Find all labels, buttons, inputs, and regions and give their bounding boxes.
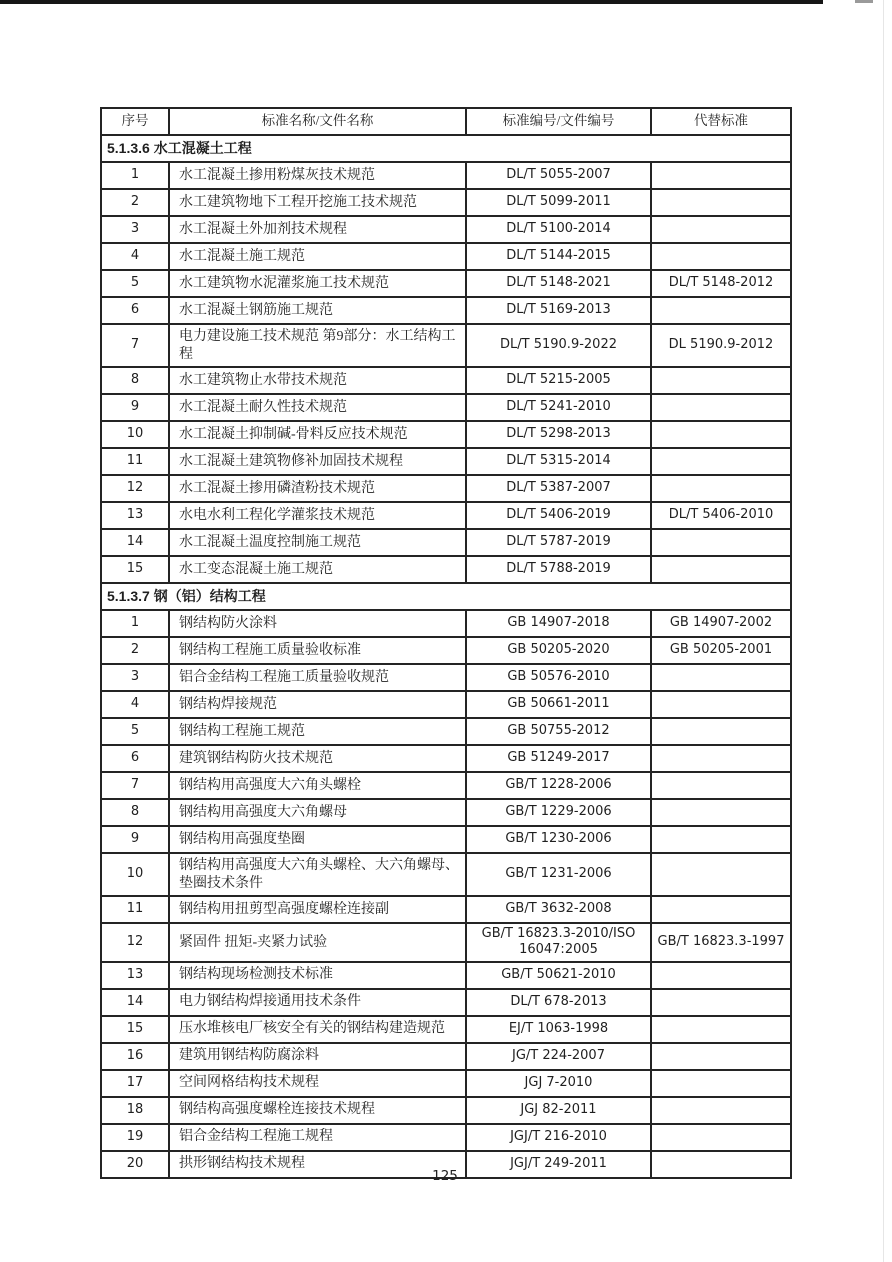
header-replaces: 代替标准 [651,108,791,135]
cell-code: DL/T 5144-2015 [466,243,651,270]
cell-no: 13 [101,502,169,529]
cell-code: DL/T 5169-2013 [466,297,651,324]
scan-edge-top-mark [855,0,873,3]
cell-replaces: GB/T 16823.3-1997 [651,923,791,962]
cell-replaces [651,162,791,189]
standard-row [101,216,791,243]
cell-code: DL/T 5100-2014 [466,216,651,243]
cell-replaces [651,421,791,448]
standard-row [101,718,791,745]
cell-replaces [651,1097,791,1124]
cell-replaces [651,962,791,989]
cell-replaces [651,243,791,270]
standard-row [101,394,791,421]
cell-code: GB 50661-2011 [466,691,651,718]
cell-no: 1 [101,162,169,189]
standard-row [101,610,791,637]
cell-replaces [651,394,791,421]
cell-replaces [651,853,791,896]
standard-row [101,1124,791,1151]
cell-code: EJ/T 1063-1998 [466,1016,651,1043]
header-code: 标准编号/文件编号 [466,108,651,135]
cell-no: 12 [101,475,169,502]
standard-row [101,189,791,216]
cell-no: 17 [101,1070,169,1097]
cell-no: 3 [101,216,169,243]
standard-row [101,502,791,529]
header-no: 序号 [101,108,169,135]
cell-name: 水工建筑物止水带技术规范 [169,367,466,394]
cell-code: GB 50205-2020 [466,637,651,664]
header-name: 标准名称/文件名称 [169,108,466,135]
cell-replaces [651,1043,791,1070]
cell-no: 15 [101,1016,169,1043]
cell-name: 水工混凝土掺用粉煤灰技术规范 [169,162,466,189]
cell-name: 水工混凝土建筑物修补加固技术规程 [169,448,466,475]
cell-code: GB/T 16823.3-2010/ISO 16047:2005 [466,923,651,962]
cell-code: GB 50755-2012 [466,718,651,745]
cell-name: 钢结构工程施工质量验收标准 [169,637,466,664]
cell-no: 11 [101,896,169,923]
cell-replaces [651,691,791,718]
cell-name: 空间网格结构技术规程 [169,1070,466,1097]
cell-code: DL/T 5788-2019 [466,556,651,583]
standard-row [101,1043,791,1070]
cell-name: 钢结构用高强度大六角头螺栓、大六角螺母、垫圈技术条件 [169,853,466,896]
cell-replaces [651,529,791,556]
standard-row [101,367,791,394]
standard-row [101,664,791,691]
cell-no: 16 [101,1043,169,1070]
cell-name: 水工建筑物水泥灌浆施工技术规范 [169,270,466,297]
cell-name: 铝合金结构工程施工规程 [169,1124,466,1151]
cell-replaces [651,664,791,691]
cell-name: 拱形钢结构技术规程 [169,1151,466,1178]
cell-code: GB/T 1228-2006 [466,772,651,799]
standard-row [101,297,791,324]
cell-name: 压水堆核电厂核安全有关的钢结构建造规范 [169,1016,466,1043]
cell-code: GB 14907-2018 [466,610,651,637]
cell-no: 2 [101,637,169,664]
cell-no: 7 [101,324,169,367]
cell-code: GB 51249-2017 [466,745,651,772]
scan-edge-top-bar [0,0,823,4]
standard-row [101,691,791,718]
cell-name: 紧固件 扭矩-夹紧力试验 [169,923,466,962]
cell-name: 钢结构焊接规范 [169,691,466,718]
cell-replaces [651,189,791,216]
cell-replaces [651,772,791,799]
cell-code: GB/T 1231-2006 [466,853,651,896]
cell-code: DL/T 5241-2010 [466,394,651,421]
cell-no: 14 [101,989,169,1016]
cell-name: 钢结构工程施工规范 [169,718,466,745]
cell-replaces [651,297,791,324]
section-title: 5.1.3.7 钢（铝）结构工程 [101,583,791,610]
cell-no: 12 [101,923,169,962]
cell-name: 水工混凝土温度控制施工规范 [169,529,466,556]
cell-code: JGJ 7-2010 [466,1070,651,1097]
cell-replaces [651,448,791,475]
standard-row [101,1070,791,1097]
cell-name: 水工混凝土外加剂技术规程 [169,216,466,243]
cell-code: DL/T 5315-2014 [466,448,651,475]
cell-no: 2 [101,189,169,216]
cell-name: 钢结构防火涂料 [169,610,466,637]
scan-edge-right-line [883,0,884,1262]
standard-row [101,421,791,448]
cell-no: 6 [101,297,169,324]
cell-name: 钢结构用扭剪型高强度螺栓连接副 [169,896,466,923]
standard-row [101,989,791,1016]
cell-replaces [651,989,791,1016]
cell-replaces [651,745,791,772]
cell-name: 水工混凝土掺用磷渣粉技术规范 [169,475,466,502]
cell-name: 建筑钢结构防火技术规范 [169,745,466,772]
standard-row [101,475,791,502]
cell-replaces: DL/T 5148-2012 [651,270,791,297]
cell-code: DL/T 5298-2013 [466,421,651,448]
cell-no: 1 [101,610,169,637]
cell-name: 铝合金结构工程施工质量验收规范 [169,664,466,691]
cell-code: DL/T 5787-2019 [466,529,651,556]
standard-row [101,556,791,583]
section-header-row [101,583,791,610]
cell-name: 水工混凝土钢筋施工规范 [169,297,466,324]
cell-no: 11 [101,448,169,475]
cell-code: GB/T 50621-2010 [466,962,651,989]
cell-no: 14 [101,529,169,556]
standard-row [101,243,791,270]
cell-name: 水工混凝土施工规范 [169,243,466,270]
standard-row [101,324,791,367]
cell-name: 钢结构高强度螺栓连接技术规程 [169,1097,466,1124]
cell-name: 电力钢结构焊接通用技术条件 [169,989,466,1016]
cell-code: DL/T 5190.9-2022 [466,324,651,367]
standards-table-body [101,135,791,1178]
cell-replaces [651,1070,791,1097]
cell-no: 4 [101,243,169,270]
cell-no: 15 [101,556,169,583]
cell-replaces [651,896,791,923]
cell-replaces: DL/T 5406-2010 [651,502,791,529]
cell-no: 18 [101,1097,169,1124]
cell-name: 水工建筑物地下工程开挖施工技术规范 [169,189,466,216]
cell-name: 水工混凝土抑制碱-骨料反应技术规范 [169,421,466,448]
cell-name: 水工混凝土耐久性技术规范 [169,394,466,421]
cell-code: DL/T 5406-2019 [466,502,651,529]
cell-no: 8 [101,799,169,826]
cell-replaces [651,556,791,583]
cell-name: 钢结构现场检测技术标准 [169,962,466,989]
cell-no: 5 [101,270,169,297]
cell-name: 钢结构用高强度垫圈 [169,826,466,853]
cell-no: 7 [101,772,169,799]
cell-no: 19 [101,1124,169,1151]
cell-replaces [651,718,791,745]
cell-code: JG/T 224-2007 [466,1043,651,1070]
cell-replaces [651,216,791,243]
cell-replaces: GB 14907-2002 [651,610,791,637]
standards-table [100,107,792,1179]
standard-row [101,799,791,826]
cell-code: JGJ 82-2011 [466,1097,651,1124]
cell-no: 5 [101,718,169,745]
cell-replaces [651,826,791,853]
cell-code: DL/T 5215-2005 [466,367,651,394]
cell-name: 电力建设施工技术规范 第9部分：水工结构工程 [169,324,466,367]
cell-no: 9 [101,394,169,421]
cell-code: JGJ/T 249-2011 [466,1151,651,1178]
page-number: 125 [432,1168,458,1184]
cell-code: DL/T 5148-2021 [466,270,651,297]
cell-name: 建筑用钢结构防腐涂料 [169,1043,466,1070]
cell-replaces [651,475,791,502]
standard-row [101,896,791,923]
cell-no: 3 [101,664,169,691]
cell-replaces: DL 5190.9-2012 [651,324,791,367]
cell-replaces: GB 50205-2001 [651,637,791,664]
standard-row [101,923,791,962]
section-header-row [101,135,791,162]
cell-no: 6 [101,745,169,772]
cell-code: GB/T 3632-2008 [466,896,651,923]
cell-code: DL/T 5099-2011 [466,189,651,216]
section-title: 5.1.3.6 水工混凝土工程 [101,135,791,162]
standard-row [101,1016,791,1043]
standard-row [101,962,791,989]
standard-row [101,772,791,799]
cell-code: GB/T 1230-2006 [466,826,651,853]
standard-row [101,637,791,664]
standard-row [101,1097,791,1124]
standard-row [101,529,791,556]
cell-name: 水电水利工程化学灌浆技术规范 [169,502,466,529]
cell-replaces [651,367,791,394]
standard-row [101,853,791,896]
cell-replaces [651,799,791,826]
cell-code: DL/T 5055-2007 [466,162,651,189]
cell-code: GB/T 1229-2006 [466,799,651,826]
standard-row [101,270,791,297]
cell-replaces [651,1016,791,1043]
cell-no: 8 [101,367,169,394]
standard-row [101,826,791,853]
cell-code: DL/T 678-2013 [466,989,651,1016]
cell-code: JGJ/T 216-2010 [466,1124,651,1151]
cell-name: 钢结构用高强度大六角头螺栓 [169,772,466,799]
standard-row [101,448,791,475]
cell-name: 钢结构用高强度大六角螺母 [169,799,466,826]
cell-replaces [651,1124,791,1151]
standard-row [101,162,791,189]
cell-no: 13 [101,962,169,989]
cell-no: 10 [101,853,169,896]
standard-row [101,745,791,772]
cell-code: GB 50576-2010 [466,664,651,691]
cell-code: DL/T 5387-2007 [466,475,651,502]
table-header-row [101,108,791,135]
cell-no: 20 [101,1151,169,1178]
cell-no: 4 [101,691,169,718]
cell-no: 9 [101,826,169,853]
cell-name: 水工变态混凝土施工规范 [169,556,466,583]
cell-no: 10 [101,421,169,448]
